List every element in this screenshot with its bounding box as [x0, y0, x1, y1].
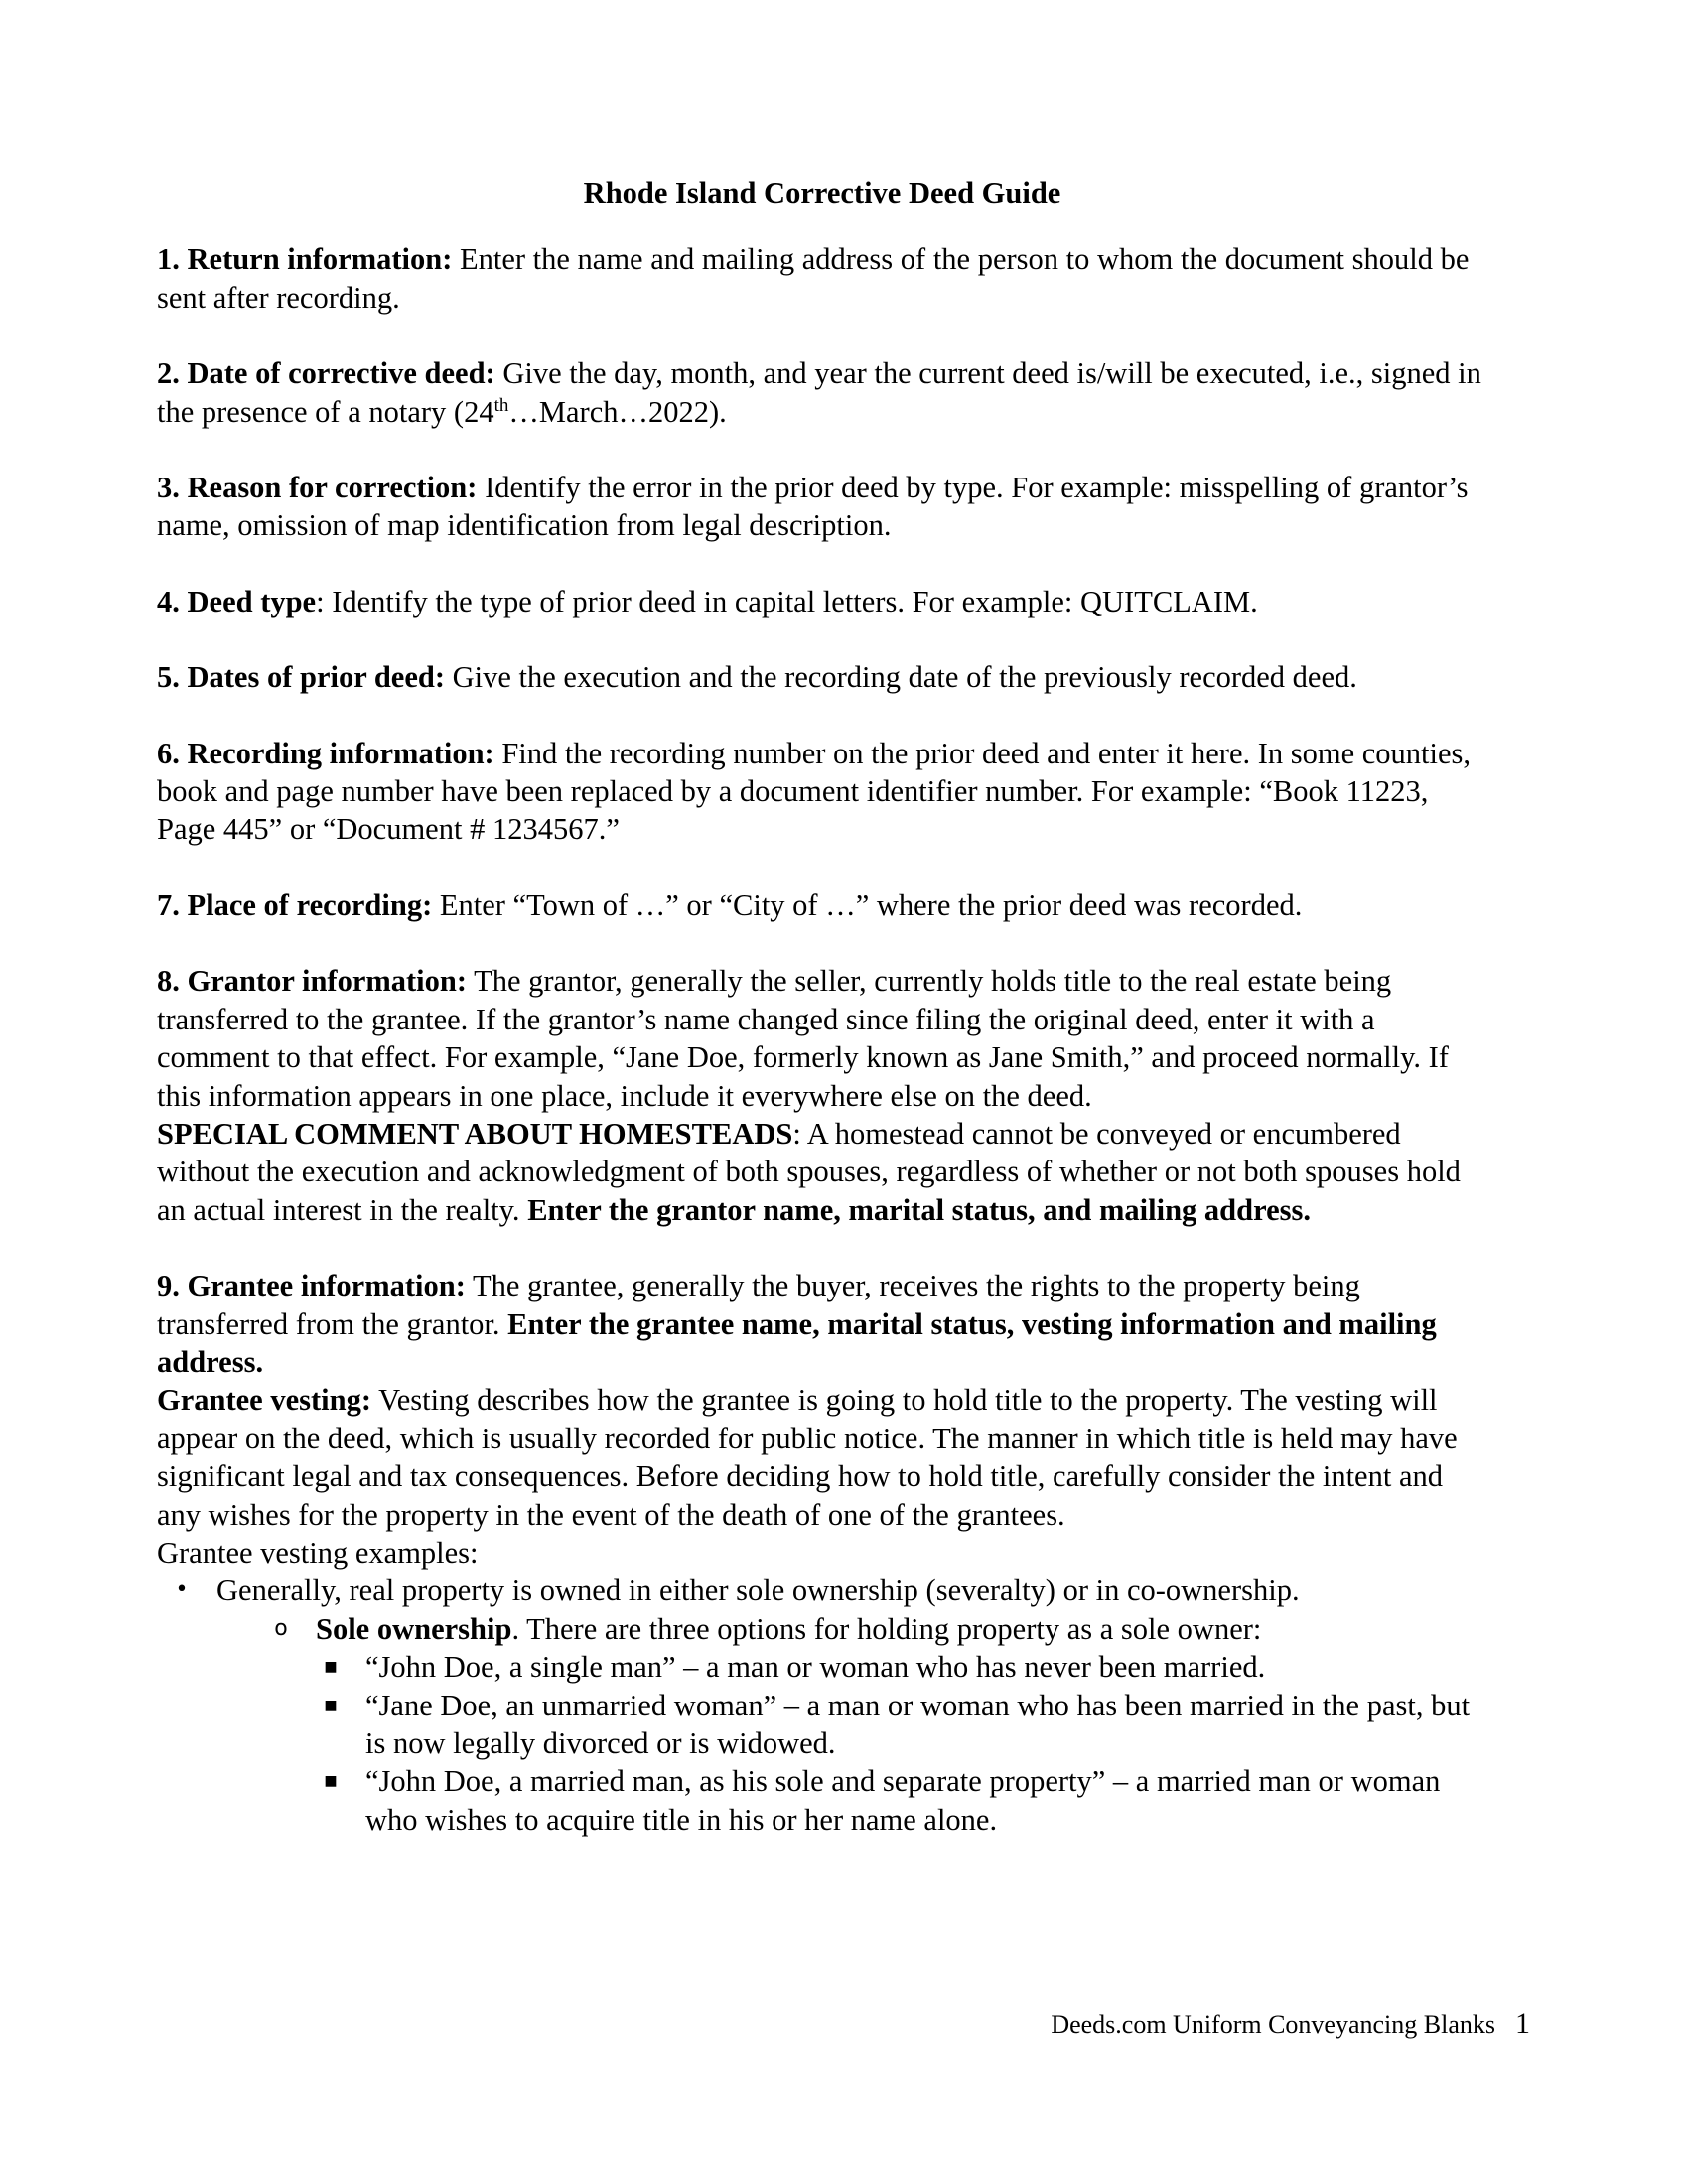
- section-text: : Identify the type of prior deed in capital letters. For example: QUITCLAIM.: [316, 584, 1258, 618]
- section-text: Give the day, month, and year the current deed is/will be executed, i.e., signed in the presence of a notary (24: [157, 356, 1481, 429]
- section-label: 7. Place of recording:: [157, 887, 433, 922]
- special-comment-label: SPECIAL COMMENT ABOUT HOMESTEADS: [157, 1116, 793, 1151]
- list-item-text: Generally, real property is owned in either sole ownership (severalty) or in co-ownership.: [216, 1573, 1300, 1608]
- vesting-examples-list: [157, 1571, 1487, 1839]
- section-text: Enter “Town of …” or “City of …” where the prior deed was recorded.: [432, 887, 1303, 922]
- section-label: 8. Grantor information:: [157, 964, 468, 999]
- section-deed-type: [157, 583, 1487, 620]
- bullet-disc-icon: •: [175, 1577, 189, 1603]
- section-label: Grantee vesting:: [157, 1383, 371, 1418]
- section-reason-for-correction: [157, 469, 1487, 545]
- section-date-of-corrective-deed: [157, 354, 1487, 431]
- section-label: 9. Grantee information:: [157, 1269, 466, 1303]
- section-text: Enter the name and mailing address of the person to whom the document should be sent after recording.: [157, 242, 1470, 315]
- section-text: Give the execution and the recording date of the previously recorded deed.: [445, 660, 1357, 695]
- sole-ownership-options: [316, 1648, 1487, 1839]
- list-item: [175, 1571, 1487, 1839]
- grantee-instruction: Enter the grantee name, marital status, vesting information and mailing address.: [157, 1306, 1437, 1379]
- ordinal-superscript: th: [493, 394, 509, 416]
- list-item-text: “Jane Doe, an unmarried woman” – a man or woman who has been married in the past, but is now legally divorced or is widowed.: [365, 1688, 1471, 1760]
- section-label: 1. Return information:: [157, 242, 453, 277]
- footer-text: Deeds.com Uniform Conveyancing Blanks: [1051, 2010, 1495, 2039]
- section-text: Identify the error in the prior deed by type. For example: misspelling of grantor’s name, omission of map identification from legal description.: [157, 471, 1469, 543]
- section-return-information: [157, 240, 1487, 317]
- section-grantee-information: [157, 1267, 1487, 1381]
- list-item-text: . There are three options for holding property as a sole owner:: [511, 1611, 1262, 1646]
- section-text: The grantor, generally the seller, currently holds title to the real estate being transferred to the grantee. If the grantor’s name changed since filing the original deed, enter it with a comment to that effect. For example, “Jane Doe, formerly known as Jane Smith,” and proceed normally. If this information appears in one place, include it everywhere else on the deed.: [157, 964, 1449, 1113]
- document-page: [157, 174, 1487, 1839]
- section-place-of-recording: [157, 887, 1487, 924]
- bullet-circle-icon: o: [274, 1615, 288, 1641]
- ownership-sublist: [216, 1610, 1487, 1839]
- section-text: Find the recording number on the prior deed and enter it here. In some counties, book and page number have been replaced by a document identifier number. For example: “Book 11223, Page 445” or “Document # 1234567.”: [157, 736, 1472, 847]
- list-item: [324, 1648, 1487, 1686]
- grantor-instruction: Enter the grantor name, marital status, and mailing address.: [527, 1192, 1311, 1227]
- section-label: 5. Dates of prior deed:: [157, 660, 445, 695]
- page-title: Rhode Island Corrective Deed Guide: [583, 176, 1061, 209]
- section-grantor-information: [157, 962, 1487, 1229]
- list-item-text: “John Doe, a married man, as his sole and separate property” – a married man or woman who wishes to acquire title in his or her name alone.: [365, 1764, 1441, 1837]
- section-label: 3. Reason for correction:: [157, 471, 478, 505]
- section-label: 4. Deed type: [157, 584, 317, 618]
- vesting-examples-heading: Grantee vesting examples:: [157, 1535, 479, 1570]
- list-item-text: “John Doe, a single man” – a man or woman who has never been married.: [365, 1650, 1266, 1685]
- bullet-square-icon: ■: [324, 1697, 338, 1713]
- section-text: Vesting describes how the grantee is going to hold title to the property. The vesting will appear on the deed, which is usually recorded for public notice. The manner in which title is held may have significant legal and tax consequences. Before deciding how to hold title, carefully consider the intent and any wishes for the property in the event of the death of one of the grantees.: [157, 1383, 1458, 1532]
- section-label: 6. Recording information:: [157, 736, 494, 770]
- page-number: 1: [1515, 2007, 1530, 2040]
- page-footer: [1051, 2009, 1530, 2040]
- section-text: …March…2022).: [508, 394, 727, 429]
- section-dates-of-prior-deed: [157, 658, 1487, 696]
- section-grantee-vesting: [157, 1381, 1487, 1534]
- section-recording-information: [157, 735, 1487, 849]
- sole-ownership-label: Sole ownership: [316, 1611, 512, 1646]
- bullet-square-icon: ■: [324, 1773, 338, 1790]
- section-text: The grantee, generally the buyer, receives the rights to the property being transferred from the grantor.: [157, 1269, 1360, 1341]
- list-item: [274, 1610, 1487, 1839]
- special-comment-text: : A homestead cannot be conveyed or encumbered without the execution and acknowledgment of both spouses, regardless of whether or not both spouses hold an actual interest in the realty.: [157, 1116, 1461, 1227]
- list-item: [324, 1687, 1487, 1763]
- section-label: 2. Date of corrective deed:: [157, 356, 495, 391]
- bullet-square-icon: ■: [324, 1659, 338, 1676]
- list-item: [324, 1762, 1487, 1839]
